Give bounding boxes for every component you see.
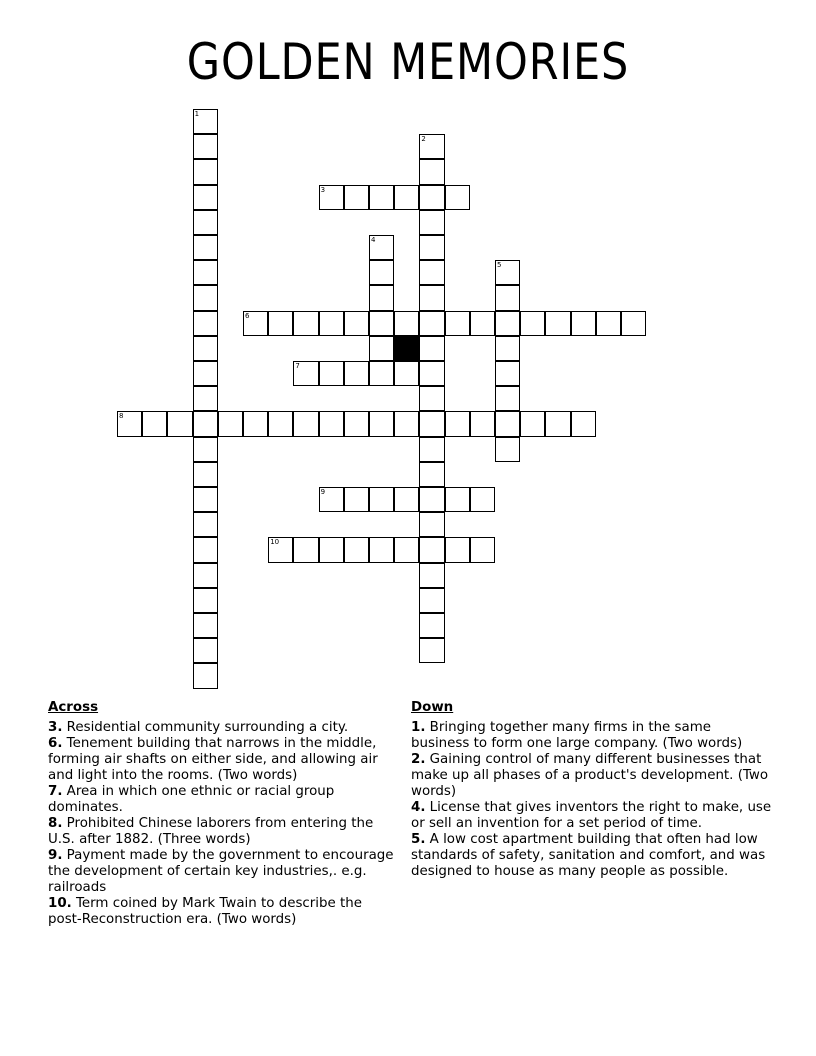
grid-cell[interactable] xyxy=(243,411,268,436)
across-clue-3: 3. Residential community surrounding a city. xyxy=(48,720,349,735)
grid-cell[interactable] xyxy=(142,411,167,436)
grid-cell[interactable] xyxy=(571,311,596,336)
grid-cell[interactable] xyxy=(545,311,570,336)
cell-number: 4 xyxy=(371,236,376,244)
grid-cell[interactable] xyxy=(419,563,444,588)
grid-cell[interactable] xyxy=(193,311,218,336)
cell-number: 5 xyxy=(497,261,502,270)
grid-cell[interactable] xyxy=(293,537,318,562)
grid-cell[interactable] xyxy=(445,537,470,562)
grid-cell[interactable] xyxy=(419,159,444,184)
grid-cell[interactable] xyxy=(319,311,344,336)
grid-cell[interactable] xyxy=(419,462,444,487)
grid-cell[interactable] xyxy=(193,588,218,613)
grid-cell[interactable] xyxy=(344,361,369,386)
down-clue-2: 2. Gaining control of many different businesses that make up all phases of a product's development. (Two words) xyxy=(411,752,769,799)
grid-cell[interactable] xyxy=(344,487,369,512)
grid-cell[interactable] xyxy=(117,411,142,436)
down-clue-5: 5. A low cost apartment building that often had low standards of safety, sanitation and comfort, and was designed to house as many people as possible. xyxy=(411,832,766,879)
grid-cell[interactable] xyxy=(369,185,394,210)
grid-cell[interactable] xyxy=(495,411,520,436)
grid-cell[interactable] xyxy=(344,411,369,436)
grid-cell[interactable] xyxy=(344,311,369,336)
cell-number: 10 xyxy=(270,538,280,547)
grid-cell[interactable] xyxy=(193,613,218,638)
grid-cell[interactable] xyxy=(319,185,344,210)
grid-cell[interactable] xyxy=(319,361,344,386)
grid-cell[interactable] xyxy=(193,512,218,537)
grid-cell[interactable] xyxy=(596,311,621,336)
grid-cell[interactable] xyxy=(243,311,268,336)
cell-number: 3 xyxy=(320,185,326,194)
grid-cell[interactable] xyxy=(193,159,218,184)
grid-cell[interactable] xyxy=(293,311,318,336)
grid-cell[interactable] xyxy=(419,235,444,260)
grid-cell[interactable] xyxy=(621,311,646,336)
grid-cell[interactable] xyxy=(445,311,470,336)
grid-cell[interactable] xyxy=(369,361,394,386)
grid-cell[interactable] xyxy=(419,588,444,613)
across-clue-7: 7. Area in which one ethnic or racial group dominates. xyxy=(48,784,335,815)
across-clue-6: 6. Tenement building that narrows in the middle, forming air shafts on either side, and allowing air and light into the rooms. (Two words) xyxy=(48,736,378,783)
grid-cell[interactable] xyxy=(419,311,444,336)
down-clue-4: 4. License that gives inventors the right to make, use or sell an invention for a set period of time. xyxy=(411,800,772,831)
grid-cell[interactable] xyxy=(419,361,444,386)
grid-cell[interactable] xyxy=(419,260,444,285)
grid-cell[interactable] xyxy=(495,336,520,361)
cell-number: 6 xyxy=(245,311,250,320)
grid-cell[interactable] xyxy=(319,537,344,562)
across-clue-9: 9. Payment made by the government to encourage the development of certain key industries,. e.g. railroads xyxy=(48,848,394,895)
grid-cell[interactable] xyxy=(293,411,318,436)
grid-cell[interactable] xyxy=(419,537,444,562)
across-clue-8: 8. Prohibited Chinese laborers from entering the U.S. after 1882. (Three words) xyxy=(48,816,374,847)
down-heading: Down xyxy=(411,700,454,715)
grid-cell[interactable] xyxy=(193,336,218,361)
grid-cell[interactable] xyxy=(445,487,470,512)
cell-number: 1 xyxy=(194,110,200,118)
grid-cell[interactable] xyxy=(193,487,218,512)
grid-cell[interactable] xyxy=(394,411,419,436)
grid-cell[interactable] xyxy=(394,487,419,512)
grid-cell[interactable] xyxy=(369,285,394,310)
grid-cell[interactable] xyxy=(495,311,520,336)
across-clues xyxy=(48,700,396,928)
grid-cell[interactable] xyxy=(344,185,369,210)
grid-cell[interactable] xyxy=(268,411,293,436)
grid-cell[interactable] xyxy=(268,311,293,336)
grid-cell[interactable] xyxy=(419,638,444,663)
grid-cell[interactable] xyxy=(394,311,419,336)
grid-cell[interactable] xyxy=(369,336,394,361)
grid-cell[interactable] xyxy=(470,537,495,562)
grid-cell[interactable] xyxy=(394,537,419,562)
grid-cell[interactable] xyxy=(495,386,520,411)
grid-cell[interactable] xyxy=(319,487,344,512)
grid-cell[interactable] xyxy=(319,411,344,436)
grid-cell[interactable] xyxy=(369,487,394,512)
grid-cell[interactable] xyxy=(193,235,218,260)
grid-cell[interactable] xyxy=(167,411,192,436)
grid-cell[interactable] xyxy=(193,109,218,134)
grid-cell[interactable] xyxy=(369,311,394,336)
grid-cell[interactable] xyxy=(193,386,218,411)
grid-cell[interactable] xyxy=(293,361,318,386)
grid-cell[interactable] xyxy=(470,487,495,512)
grid-cell[interactable] xyxy=(470,411,495,436)
grid-cell[interactable] xyxy=(495,437,520,462)
grid-cell[interactable] xyxy=(470,311,495,336)
grid-cell[interactable] xyxy=(445,411,470,436)
grid-cell[interactable] xyxy=(193,563,218,588)
grid-cell[interactable] xyxy=(419,210,444,235)
grid-cell[interactable] xyxy=(193,537,218,562)
down-clues xyxy=(411,700,773,880)
grid-cell[interactable] xyxy=(193,437,218,462)
cell-number: 7 xyxy=(295,362,300,370)
grid-cell[interactable] xyxy=(193,134,218,159)
grid-cell[interactable] xyxy=(369,235,394,260)
grid-cell[interactable] xyxy=(268,537,293,562)
grid-cell[interactable] xyxy=(419,285,444,310)
grid-cell[interactable] xyxy=(344,537,369,562)
grid-cell[interactable] xyxy=(419,613,444,638)
cell-number: 8 xyxy=(119,412,124,421)
grid-cell[interactable] xyxy=(369,260,394,285)
cell-number: 9 xyxy=(320,488,326,496)
grid-cell[interactable] xyxy=(419,336,444,361)
grid-cell[interactable] xyxy=(419,411,444,436)
grid-cell[interactable] xyxy=(545,411,570,436)
grid-cell[interactable] xyxy=(394,361,419,386)
grid-cell[interactable] xyxy=(193,462,218,487)
grid-cell[interactable] xyxy=(193,361,218,386)
grid-cell[interactable] xyxy=(445,185,470,210)
grid-cell[interactable] xyxy=(419,185,444,210)
grid-cell[interactable] xyxy=(419,386,444,411)
grid-cell[interactable] xyxy=(193,638,218,663)
across-heading: Across xyxy=(48,700,99,715)
grid-cell[interactable] xyxy=(419,487,444,512)
grid-cell[interactable] xyxy=(369,411,394,436)
cell-number: 2 xyxy=(421,135,426,144)
grid-cell[interactable] xyxy=(193,185,218,210)
grid-cell[interactable] xyxy=(193,260,218,285)
grid-cell[interactable] xyxy=(495,361,520,386)
black-square xyxy=(394,336,419,361)
grid-cell[interactable] xyxy=(495,285,520,310)
grid-cell[interactable] xyxy=(369,537,394,562)
grid-cell[interactable] xyxy=(419,512,444,537)
grid-cell[interactable] xyxy=(193,411,218,436)
grid-cell[interactable] xyxy=(520,311,545,336)
grid-cell[interactable] xyxy=(571,411,596,436)
across-clue-10: 10. Term coined by Mark Twain to describe the post-Reconstruction era. (Two words) xyxy=(48,896,362,927)
grid-cell[interactable] xyxy=(419,134,444,159)
grid-cell[interactable] xyxy=(419,437,444,462)
grid-cell[interactable] xyxy=(520,411,545,436)
grid-cell[interactable] xyxy=(495,260,520,285)
grid-cell[interactable] xyxy=(218,411,243,436)
grid-cell[interactable] xyxy=(193,210,218,235)
down-clue-1: 1. Bringing together many firms in the same business to form one large company. (Two words) xyxy=(411,720,743,751)
puzzle-title: GOLDEN MEMORIES xyxy=(186,33,630,91)
grid-cell[interactable] xyxy=(193,285,218,310)
grid-cell[interactable] xyxy=(193,663,218,688)
grid-cell[interactable] xyxy=(394,185,419,210)
